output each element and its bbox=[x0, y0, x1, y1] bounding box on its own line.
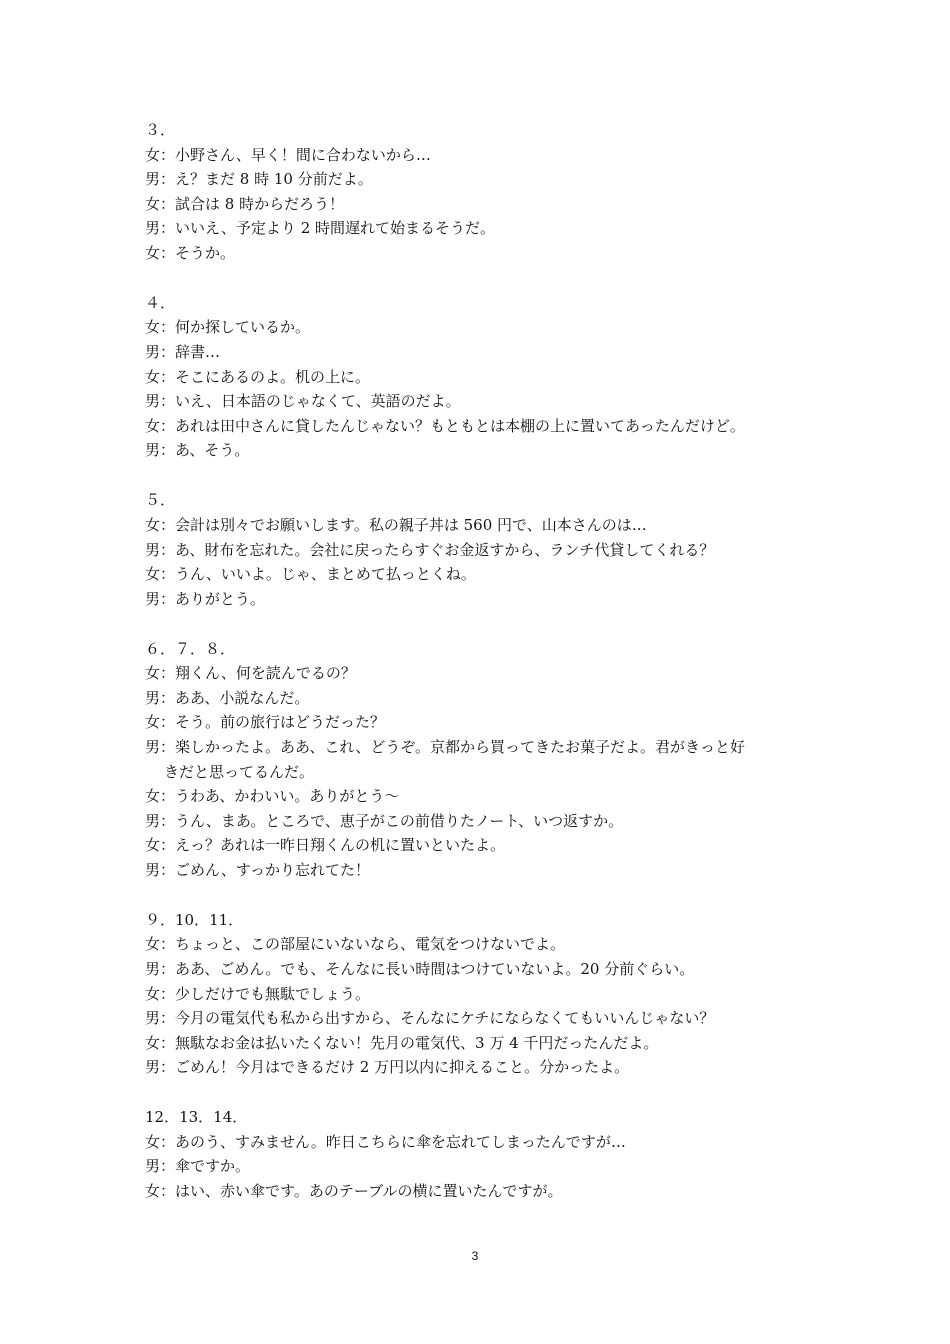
section-number: ６．７．８． bbox=[145, 639, 236, 658]
speaker-label: 男 bbox=[145, 1058, 161, 1077]
speaker-label: 女 bbox=[145, 1033, 161, 1052]
dialogue-text: あれは田中さんに貸したんじゃない？もともとは本棚の上に置いてあったんだけど。 bbox=[175, 416, 745, 435]
dialogue-text: そう。前の旅行はどうだった？ bbox=[175, 713, 386, 732]
speaker-separator: ： bbox=[160, 392, 176, 411]
dialogue-text: あ、そう。 bbox=[175, 441, 250, 460]
section-number: ５． bbox=[145, 491, 176, 510]
dialogue-line bbox=[145, 686, 825, 711]
speaker-label: 男 bbox=[145, 960, 161, 978]
speaker-separator: ： bbox=[160, 737, 176, 756]
dialogue-text: 翔くん、何を読んでるの？ bbox=[175, 664, 356, 683]
speaker-separator: ： bbox=[160, 935, 176, 954]
speaker-separator: ： bbox=[160, 416, 176, 435]
dialogue-text: うん、いいよ。じゃ、まとめて払っとくね。 bbox=[175, 565, 476, 584]
dialogue-line bbox=[145, 661, 825, 686]
speaker-separator: ： bbox=[160, 515, 176, 534]
section-number: ４． bbox=[145, 293, 176, 312]
dialogue-text: 今月の電気代も私から出すから、そんなにケチにならなくてもいいんじゃない？ bbox=[175, 1009, 715, 1028]
dialogue-line bbox=[145, 735, 825, 760]
dialogue-line bbox=[145, 216, 825, 241]
speaker-separator: ： bbox=[160, 787, 176, 806]
dialogue-text: 小野さん、早く！間に合わないから… bbox=[175, 145, 431, 164]
dialogue-line bbox=[145, 858, 825, 883]
dialogue-section bbox=[145, 488, 825, 611]
dialogue-text: えっ？あれは一昨日翔くんの机に置いといたよ。 bbox=[175, 836, 506, 855]
speaker-separator: ： bbox=[160, 540, 176, 559]
speaker-separator: ： bbox=[160, 194, 176, 213]
speaker-label: 女 bbox=[145, 1182, 161, 1201]
dialogue-text: ちょっと、この部屋にいないなら、電気をつけないでよ。 bbox=[175, 935, 566, 954]
speaker-label: 男 bbox=[145, 860, 161, 879]
dialogue-line bbox=[145, 932, 825, 957]
speaker-label: 男 bbox=[145, 219, 161, 238]
dialogue-content bbox=[145, 118, 825, 1229]
speaker-label: 男 bbox=[145, 737, 161, 756]
speaker-label: 女 bbox=[145, 515, 161, 534]
speaker-separator: ： bbox=[160, 1033, 176, 1052]
dialogue-text: ああ、小説なんだ。 bbox=[175, 688, 310, 707]
dialogue-line bbox=[145, 710, 825, 735]
dialogue-text: そうか。 bbox=[175, 243, 236, 262]
dialogue-line bbox=[145, 1130, 825, 1155]
dialogue-line bbox=[145, 167, 825, 192]
speaker-label: 男 bbox=[145, 170, 161, 189]
speaker-separator: ： bbox=[160, 1182, 176, 1201]
speaker-separator: ： bbox=[160, 367, 176, 386]
dialogue-line bbox=[145, 1055, 825, 1080]
speaker-separator: ： bbox=[160, 688, 176, 707]
dialogue-text-continuation: きだと思ってるんだ。 bbox=[164, 762, 315, 781]
speaker-separator: ： bbox=[160, 1132, 176, 1151]
dialogue-text: ありがとう。 bbox=[175, 589, 266, 608]
dialogue-text: はい、赤い傘です。あのテーブルの横に置いたんですが。 bbox=[175, 1182, 563, 1201]
dialogue-text: いえ、日本語のじゃなくて、英語のだよ。 bbox=[175, 392, 461, 411]
dialogue-text: 試合は 8 時からだろう！ bbox=[175, 194, 345, 213]
dialogue-line bbox=[145, 809, 825, 834]
section-number: ９．10．11． bbox=[145, 910, 244, 929]
dialogue-section bbox=[145, 908, 825, 1080]
speaker-label: 男 bbox=[145, 343, 161, 362]
dialogue-line bbox=[145, 1006, 825, 1031]
dialogue-line bbox=[145, 241, 825, 266]
speaker-label: 男 bbox=[145, 441, 161, 460]
speaker-separator: ： bbox=[160, 811, 176, 830]
dialogue-text: ああ、ごめん。でも、そんなに長い時間はつけていないよ。20 分前ぐらい。 bbox=[175, 960, 695, 978]
speaker-separator: ： bbox=[160, 1058, 176, 1077]
speaker-separator: ： bbox=[160, 860, 176, 879]
dialogue-line bbox=[145, 562, 825, 587]
speaker-label: 女 bbox=[145, 318, 161, 337]
speaker-separator: ： bbox=[160, 343, 176, 362]
speaker-label: 男 bbox=[145, 540, 161, 559]
dialogue-line bbox=[145, 957, 825, 982]
dialogue-line bbox=[145, 982, 825, 1007]
dialogue-text: 楽しかったよ。ああ、これ、どうぞ。京都から買ってきたお菓子だよ。君がきっと好 bbox=[175, 737, 746, 756]
dialogue-text: あのう、すみません。昨日こちらに傘を忘れてしまったんですが… bbox=[175, 1132, 626, 1151]
dialogue-line bbox=[145, 587, 825, 612]
dialogue-line bbox=[145, 784, 825, 809]
speaker-label: 女 bbox=[145, 194, 161, 213]
dialogue-line bbox=[145, 513, 825, 538]
speaker-separator: ： bbox=[160, 243, 176, 262]
dialogue-section bbox=[145, 291, 825, 463]
dialogue-text: 何か探しているか。 bbox=[175, 318, 311, 337]
dialogue-text: 少しだけでも無駄でしょう。 bbox=[175, 984, 371, 1003]
speaker-label: 男 bbox=[145, 589, 161, 608]
dialogue-text: そこにあるのよ。机の上に。 bbox=[175, 367, 371, 386]
speaker-separator: ： bbox=[160, 1009, 176, 1028]
section-number: 12．13．14． bbox=[145, 1108, 248, 1127]
dialogue-section bbox=[145, 118, 825, 266]
dialogue-section bbox=[145, 637, 825, 883]
speaker-label: 女 bbox=[145, 713, 161, 732]
speaker-label: 男 bbox=[145, 1009, 161, 1028]
dialogue-line bbox=[145, 143, 825, 168]
speaker-label: 女 bbox=[145, 935, 161, 954]
speaker-label: 女 bbox=[145, 787, 161, 806]
speaker-label: 男 bbox=[145, 811, 161, 830]
speaker-label: 女 bbox=[145, 565, 161, 584]
dialogue-text: 会計は別々でお願いします。私の親子丼は 560 円で、山本さんのは… bbox=[175, 515, 647, 534]
dialogue-line bbox=[145, 1179, 825, 1204]
dialogue-text: ごめん！今月はできるだけ 2 万円以内に抑えること。分かったよ。 bbox=[175, 1058, 630, 1077]
dialogue-text: 傘ですか。 bbox=[175, 1157, 251, 1176]
dialogue-text: うわあ、かわいい。ありがとう～ bbox=[175, 787, 400, 806]
speaker-label: 男 bbox=[145, 688, 161, 707]
speaker-separator: ： bbox=[160, 960, 176, 978]
dialogue-text: うん、まあ。ところで、恵子がこの前借りたノート、いつ返すか。 bbox=[175, 811, 624, 830]
dialogue-line bbox=[145, 833, 825, 858]
dialogue-text: 無駄なお金は払いたくない！先月の電気代、3 万 4 千円だったんだよ。 bbox=[175, 1033, 659, 1052]
speaker-label: 女 bbox=[145, 984, 161, 1003]
speaker-separator: ： bbox=[160, 589, 176, 608]
dialogue-text: ごめん、すっかり忘れてた！ bbox=[175, 860, 371, 879]
speaker-separator: ： bbox=[160, 318, 176, 337]
dialogue-line bbox=[145, 389, 825, 414]
dialogue-section bbox=[145, 1105, 825, 1203]
dialogue-line bbox=[145, 315, 825, 340]
speaker-label: 女 bbox=[145, 243, 161, 262]
speaker-separator: ： bbox=[160, 145, 176, 164]
dialogue-line bbox=[145, 365, 825, 390]
speaker-separator: ： bbox=[160, 836, 176, 855]
speaker-separator: ： bbox=[160, 984, 176, 1003]
speaker-separator: ： bbox=[160, 170, 176, 189]
speaker-label: 男 bbox=[145, 1157, 161, 1176]
speaker-separator: ： bbox=[160, 219, 176, 238]
dialogue-text: え？まだ 8 時 10 分前だよ。 bbox=[175, 170, 373, 189]
dialogue-text: いいえ、予定より 2 時間遅れて始まるそうだ。 bbox=[175, 219, 496, 238]
dialogue-line bbox=[145, 1031, 825, 1056]
dialogue-text: あ、財布を忘れた。会社に戻ったらすぐお金返すから、ランチ代貸してくれる？ bbox=[175, 540, 715, 559]
speaker-separator: ： bbox=[160, 1157, 176, 1176]
dialogue-line bbox=[145, 192, 825, 217]
dialogue-line bbox=[145, 1154, 825, 1179]
dialogue-text: 辞書… bbox=[175, 343, 221, 362]
dialogue-line bbox=[145, 438, 825, 463]
speaker-label: 男 bbox=[145, 392, 161, 411]
section-number: ３． bbox=[145, 121, 176, 139]
dialogue-line bbox=[145, 414, 825, 439]
speaker-label: 女 bbox=[145, 145, 161, 164]
speaker-label: 女 bbox=[145, 1132, 161, 1151]
speaker-separator: ： bbox=[160, 713, 176, 732]
speaker-separator: ： bbox=[160, 664, 176, 683]
speaker-label: 女 bbox=[145, 367, 161, 386]
speaker-separator: ： bbox=[160, 441, 176, 460]
page-number: 3 bbox=[471, 1249, 479, 1263]
dialogue-line bbox=[145, 538, 825, 563]
dialogue-line bbox=[145, 340, 825, 365]
speaker-separator: ： bbox=[160, 565, 176, 584]
speaker-label: 女 bbox=[145, 416, 161, 435]
speaker-label: 女 bbox=[145, 664, 161, 683]
speaker-label: 女 bbox=[145, 836, 161, 855]
